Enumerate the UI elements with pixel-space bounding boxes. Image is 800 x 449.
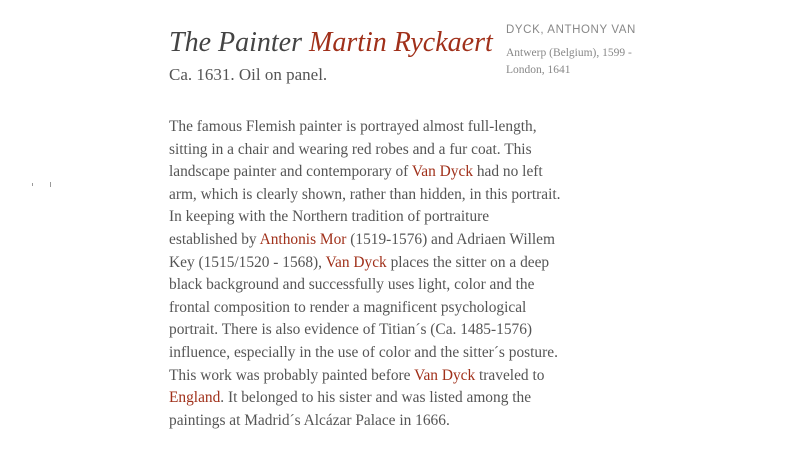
stray-mark (32, 183, 33, 186)
description-text: (1519-1576) and Adriaen Willem Key (1515/1520 - 1568), (169, 230, 555, 271)
artist-name: DYCK, ANTHONY VAN (506, 24, 636, 36)
artwork-date-medium: Ca. 1631. Oil on panel. (169, 65, 328, 84)
stray-mark (50, 182, 51, 187)
description-text: . It belonged to his sister and was listed among the paintings at Madrid´s Alcázar Palace in 1666. (169, 389, 532, 429)
description-text: The famous Flemish painter is portrayed almost full-length, sitting in a chair and wearing red robes and a fur coat. This landscape painter and contemporary of (169, 118, 537, 181)
link-van-dyck[interactable]: Van Dyck (411, 163, 474, 181)
link-van-dyck[interactable]: Van Dyck (325, 253, 387, 271)
description-text: traveled to (475, 366, 545, 384)
artist-info (506, 22, 666, 79)
artwork-description (169, 116, 561, 432)
title-prefix: The Painter (169, 27, 302, 58)
artwork-title (169, 27, 493, 59)
link-england[interactable]: England (169, 389, 221, 407)
link-anthonis-mor[interactable]: Anthonis Mor (259, 230, 347, 248)
artist-lifespan: Antwerp (Belgium), 1599 - London, 1641 (506, 47, 632, 76)
link-van-dyck[interactable]: Van Dyck (414, 366, 476, 384)
description-text: places the sitter on a deep black background and successfully uses light, color and the frontal composition to render a magnificent psychological portrait. There is also evidence of Titian´s (Ca. 1485-1576) influence, especially in the use of color and the sitter´s posture. This work was probably painted before (169, 253, 558, 384)
description-text: had no left arm, which is clearly shown, rather than hidden, in this portrait. In keeping with the Northern tradition of portraiture established by (169, 163, 561, 248)
title-sitter-name: Martin Ryckaert (309, 27, 493, 58)
